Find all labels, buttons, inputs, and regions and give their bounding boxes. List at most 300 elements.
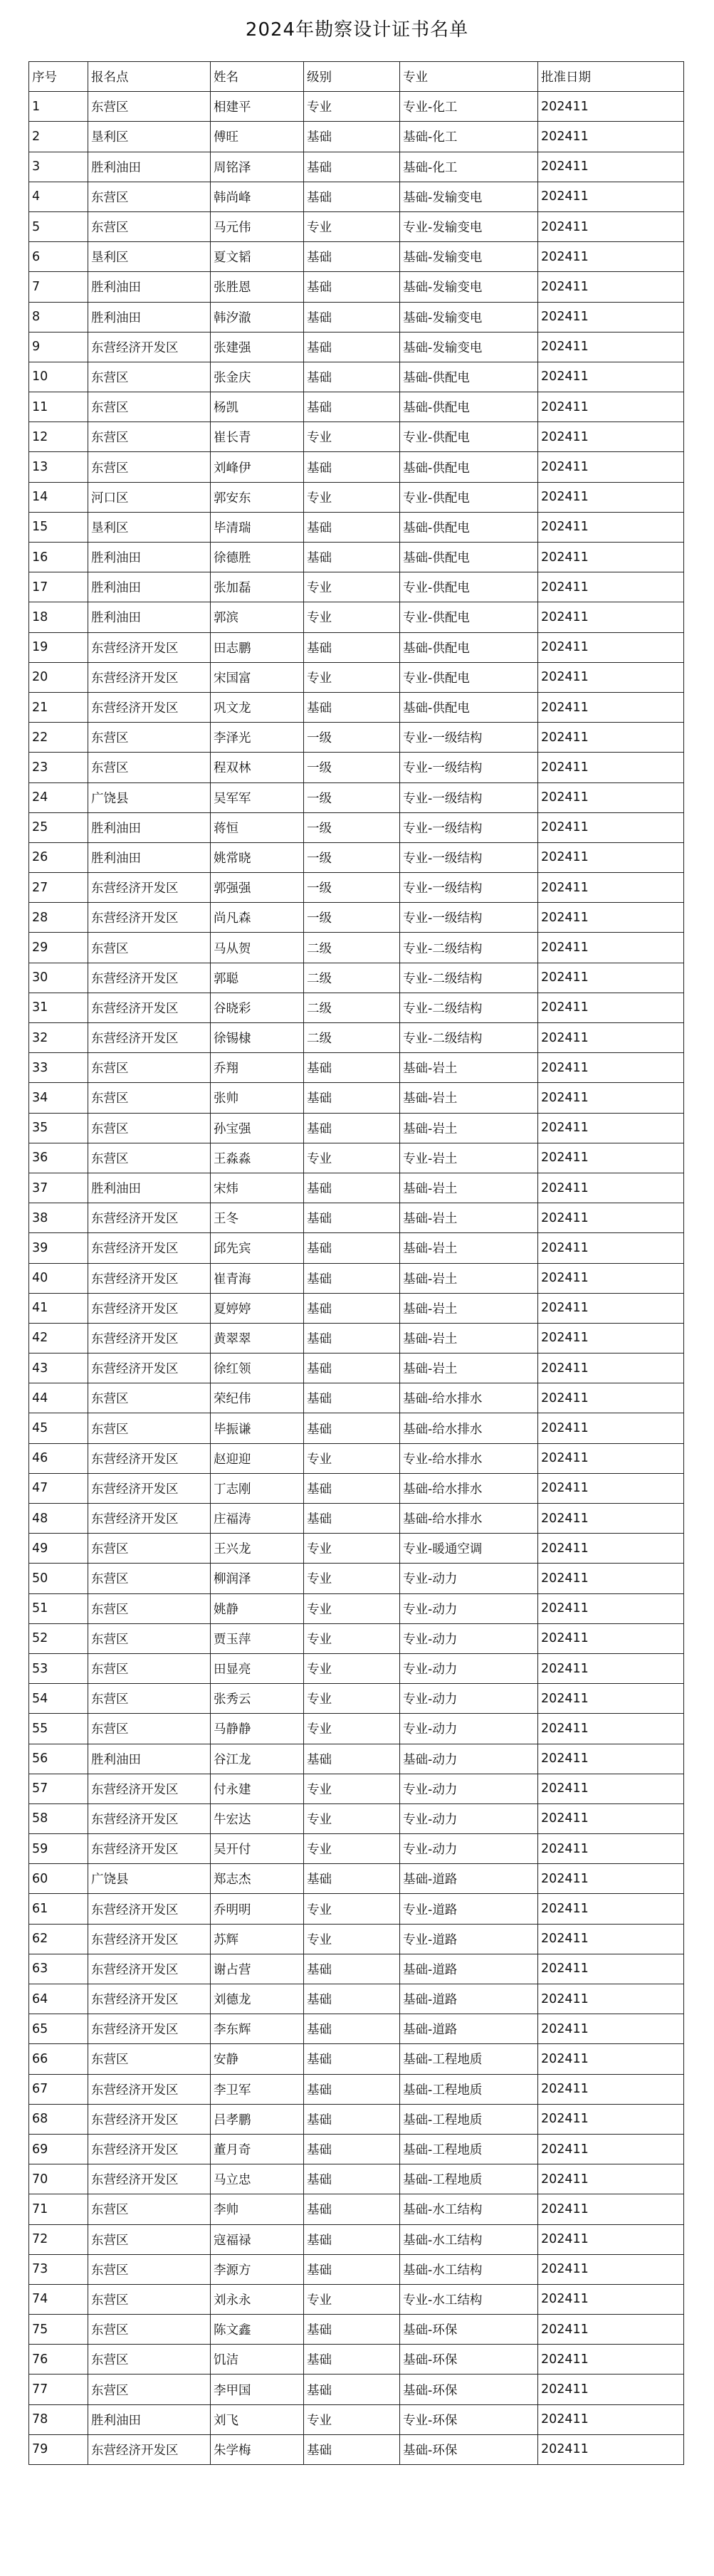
cell-location: 东营经济开发区 — [88, 1023, 211, 1053]
cell-date: 202411 — [538, 1023, 684, 1053]
cell-date: 202411 — [538, 632, 684, 662]
cell-date: 202411 — [538, 152, 684, 182]
cell-major: 专业-动力 — [400, 1564, 538, 1593]
cell-major: 基础-发输变电 — [400, 272, 538, 302]
cell-major: 基础-供配电 — [400, 543, 538, 572]
cell-date: 202411 — [538, 782, 684, 812]
cell-level: 基础 — [304, 1323, 400, 1353]
cell-location: 东营经济开发区 — [88, 873, 211, 903]
cell-level: 专业 — [304, 1143, 400, 1173]
cell-seq: 7 — [29, 272, 88, 302]
cell-major: 专业-一级结构 — [400, 812, 538, 842]
cell-date: 202411 — [538, 1623, 684, 1653]
cell-date: 202411 — [538, 482, 684, 512]
table-row — [29, 812, 684, 842]
cell-major: 专业-道路 — [400, 1894, 538, 1924]
column-header-major: 专业 — [400, 62, 538, 92]
cell-date: 202411 — [538, 1203, 684, 1233]
cell-level: 基础 — [304, 182, 400, 211]
cell-name: 宋炜 — [211, 1173, 304, 1203]
cell-level: 专业 — [304, 1894, 400, 1924]
cell-level: 专业 — [304, 422, 400, 452]
table-row — [29, 1504, 684, 1534]
table-row — [29, 152, 684, 182]
cell-date: 202411 — [538, 422, 684, 452]
cell-date: 202411 — [538, 332, 684, 362]
table-row — [29, 753, 684, 782]
cell-major: 基础-岩土 — [400, 1173, 538, 1203]
cell-seq: 45 — [29, 1413, 88, 1443]
cell-location: 东营区 — [88, 753, 211, 782]
cell-level: 基础 — [304, 1413, 400, 1443]
cell-date: 202411 — [538, 662, 684, 692]
cell-major: 基础-环保 — [400, 2434, 538, 2464]
cell-seq: 30 — [29, 963, 88, 993]
cell-seq: 70 — [29, 2164, 88, 2194]
cell-level: 基础 — [304, 2254, 400, 2284]
cell-seq: 14 — [29, 482, 88, 512]
table-row — [29, 92, 684, 122]
cell-level: 基础 — [304, 122, 400, 152]
cell-date: 202411 — [538, 2044, 684, 2074]
cell-date: 202411 — [538, 2315, 684, 2345]
table-row — [29, 1623, 684, 1653]
cell-date: 202411 — [538, 993, 684, 1022]
cell-date: 202411 — [538, 1113, 684, 1143]
cell-seq: 29 — [29, 933, 88, 963]
table-row — [29, 2315, 684, 2345]
table-row — [29, 182, 684, 211]
cell-location: 东营经济开发区 — [88, 1774, 211, 1803]
cell-major: 基础-水工结构 — [400, 2224, 538, 2254]
cell-major: 基础-给水排水 — [400, 1383, 538, 1413]
cell-major: 专业-岩土 — [400, 1143, 538, 1173]
cell-major: 基础-道路 — [400, 2014, 538, 2044]
table-row — [29, 572, 684, 602]
cell-date: 202411 — [538, 302, 684, 332]
cell-major: 专业-二级结构 — [400, 963, 538, 993]
cell-date: 202411 — [538, 1413, 684, 1443]
cell-date: 202411 — [538, 1954, 684, 1984]
cell-seq: 71 — [29, 2194, 88, 2224]
cell-location: 东营区 — [88, 1143, 211, 1173]
cell-location: 东营经济开发区 — [88, 1203, 211, 1233]
cell-date: 202411 — [538, 272, 684, 302]
cell-location: 胜利油田 — [88, 602, 211, 632]
cell-name: 苏辉 — [211, 1924, 304, 1954]
cell-date: 202411 — [538, 873, 684, 903]
cell-name: 刘峰伊 — [211, 452, 304, 482]
cell-name: 柳润泽 — [211, 1564, 304, 1593]
cell-major: 基础-给水排水 — [400, 1473, 538, 1503]
cell-date: 202411 — [538, 1504, 684, 1534]
cell-level: 基础 — [304, 1053, 400, 1083]
cell-seq: 8 — [29, 302, 88, 332]
cell-location: 东营经济开发区 — [88, 692, 211, 722]
cell-major: 专业-动力 — [400, 1593, 538, 1623]
column-header-seq: 序号 — [29, 62, 88, 92]
cell-date: 202411 — [538, 512, 684, 542]
cell-seq: 23 — [29, 753, 88, 782]
cell-name: 姚静 — [211, 1593, 304, 1623]
table-row — [29, 993, 684, 1022]
cell-date: 202411 — [538, 2345, 684, 2375]
cell-seq: 24 — [29, 782, 88, 812]
cell-name: 荣纪伟 — [211, 1383, 304, 1413]
cell-location: 胜利油田 — [88, 572, 211, 602]
table-row — [29, 2074, 684, 2104]
cell-seq: 35 — [29, 1113, 88, 1143]
table-row — [29, 632, 684, 662]
table-row — [29, 1924, 684, 1954]
cell-location: 东营区 — [88, 1083, 211, 1113]
table-row — [29, 2284, 684, 2314]
cell-location: 东营区 — [88, 2194, 211, 2224]
cell-level: 一级 — [304, 873, 400, 903]
cell-date: 202411 — [538, 1894, 684, 1924]
cell-seq: 55 — [29, 1714, 88, 1744]
cell-date: 202411 — [538, 753, 684, 782]
cell-major: 专业-一级结构 — [400, 842, 538, 872]
cell-major: 专业-一级结构 — [400, 782, 538, 812]
cell-level: 专业 — [304, 1714, 400, 1744]
column-header-date: 批准日期 — [538, 62, 684, 92]
cell-major: 专业-供配电 — [400, 482, 538, 512]
cell-date: 202411 — [538, 1443, 684, 1473]
cell-seq: 33 — [29, 1053, 88, 1083]
cell-major: 基础-岩土 — [400, 1293, 538, 1323]
table-row — [29, 1143, 684, 1173]
table-row — [29, 1714, 684, 1744]
cell-seq: 47 — [29, 1473, 88, 1503]
cell-seq: 17 — [29, 572, 88, 602]
table-row — [29, 1383, 684, 1413]
cell-name: 刘德龙 — [211, 1984, 304, 2014]
table-row — [29, 2134, 684, 2164]
cell-level: 基础 — [304, 2375, 400, 2404]
cell-date: 202411 — [538, 1383, 684, 1413]
cell-name: 张帅 — [211, 1083, 304, 1113]
cell-major: 基础-道路 — [400, 1954, 538, 1984]
table-row — [29, 1263, 684, 1293]
cell-seq: 25 — [29, 812, 88, 842]
table-row — [29, 1473, 684, 1503]
cell-major: 专业-动力 — [400, 1684, 538, 1714]
table-row — [29, 2164, 684, 2194]
cell-date: 202411 — [538, 2074, 684, 2104]
cell-name: 张建强 — [211, 332, 304, 362]
cell-major: 专业-一级结构 — [400, 723, 538, 753]
cell-name: 张金庆 — [211, 362, 304, 392]
table-row — [29, 1023, 684, 1053]
cell-location: 东营经济开发区 — [88, 963, 211, 993]
cell-level: 一级 — [304, 842, 400, 872]
cell-name: 周铭泽 — [211, 152, 304, 182]
cell-date: 202411 — [538, 602, 684, 632]
cell-name: 郭安东 — [211, 482, 304, 512]
cell-level: 二级 — [304, 963, 400, 993]
cell-name: 毕振谦 — [211, 1413, 304, 1443]
cell-major: 基础-水工结构 — [400, 2254, 538, 2284]
cell-level: 一级 — [304, 723, 400, 753]
cell-seq: 3 — [29, 152, 88, 182]
cell-location: 胜利油田 — [88, 152, 211, 182]
cell-location: 东营区 — [88, 182, 211, 211]
cell-major: 专业-二级结构 — [400, 993, 538, 1022]
cell-location: 东营经济开发区 — [88, 1323, 211, 1353]
cell-level: 专业 — [304, 1924, 400, 1954]
cell-location: 垦利区 — [88, 512, 211, 542]
cell-location: 东营经济开发区 — [88, 332, 211, 362]
cell-major: 基础-化工 — [400, 152, 538, 182]
cell-level: 基础 — [304, 242, 400, 272]
column-header-level: 级别 — [304, 62, 400, 92]
cell-level: 基础 — [304, 1263, 400, 1293]
table-row — [29, 2194, 684, 2224]
table-row — [29, 392, 684, 422]
cell-location: 广饶县 — [88, 782, 211, 812]
cell-seq: 79 — [29, 2434, 88, 2464]
cell-location: 东营区 — [88, 1383, 211, 1413]
cell-level: 基础 — [304, 1383, 400, 1413]
cell-date: 202411 — [538, 1534, 684, 1564]
column-header-location: 报名点 — [88, 62, 211, 92]
cell-level: 专业 — [304, 1834, 400, 1864]
cell-name: 姚常晓 — [211, 842, 304, 872]
cell-date: 202411 — [538, 1053, 684, 1083]
cell-level: 基础 — [304, 1864, 400, 1894]
cell-major: 基础-给水排水 — [400, 1413, 538, 1443]
cell-name: 牛宏达 — [211, 1803, 304, 1833]
cell-name: 乔明明 — [211, 1894, 304, 1924]
cell-date: 202411 — [538, 92, 684, 122]
cell-level: 专业 — [304, 1593, 400, 1623]
cell-level: 专业 — [304, 1653, 400, 1683]
cell-name: 马元伟 — [211, 211, 304, 241]
cell-date: 202411 — [538, 1564, 684, 1593]
cell-date: 202411 — [538, 1083, 684, 1113]
cell-date: 202411 — [538, 2224, 684, 2254]
cell-level: 专业 — [304, 1774, 400, 1803]
cell-level: 专业 — [304, 482, 400, 512]
table-row — [29, 1593, 684, 1623]
cell-level: 基础 — [304, 272, 400, 302]
cell-name: 夏文韬 — [211, 242, 304, 272]
cell-seq: 16 — [29, 543, 88, 572]
table-row — [29, 1173, 684, 1203]
table-row — [29, 1354, 684, 1383]
cell-seq: 22 — [29, 723, 88, 753]
cell-level: 基础 — [304, 1954, 400, 1984]
cell-seq: 52 — [29, 1623, 88, 1653]
cell-major: 专业-发输变电 — [400, 211, 538, 241]
cell-name: 吕孝鹏 — [211, 2104, 304, 2134]
cell-seq: 18 — [29, 602, 88, 632]
cell-location: 东营区 — [88, 422, 211, 452]
cell-name: 乔翔 — [211, 1053, 304, 1083]
cell-major: 基础-供配电 — [400, 512, 538, 542]
table-row — [29, 482, 684, 512]
cell-level: 一级 — [304, 753, 400, 782]
cell-name: 李帅 — [211, 2194, 304, 2224]
cell-major: 基础-环保 — [400, 2315, 538, 2345]
cell-location: 东营经济开发区 — [88, 632, 211, 662]
cell-location: 胜利油田 — [88, 543, 211, 572]
cell-location: 胜利油田 — [88, 302, 211, 332]
cell-level: 基础 — [304, 452, 400, 482]
cell-seq: 37 — [29, 1173, 88, 1203]
table-row — [29, 242, 684, 272]
cell-seq: 28 — [29, 903, 88, 933]
cell-name: 徐红领 — [211, 1354, 304, 1383]
cell-date: 202411 — [538, 1924, 684, 1954]
cell-location: 东营区 — [88, 1413, 211, 1443]
cell-name: 邱先宾 — [211, 1233, 304, 1263]
cell-name: 李泽光 — [211, 723, 304, 753]
cell-level: 基础 — [304, 302, 400, 332]
cell-date: 202411 — [538, 1684, 684, 1714]
cell-level: 基础 — [304, 543, 400, 572]
cell-seq: 78 — [29, 2404, 88, 2434]
cell-level: 基础 — [304, 1984, 400, 2014]
cell-location: 东营区 — [88, 211, 211, 241]
cell-name: 吴开付 — [211, 1834, 304, 1864]
cell-date: 202411 — [538, 543, 684, 572]
cell-seq: 61 — [29, 1894, 88, 1924]
cell-location: 东营区 — [88, 1113, 211, 1143]
cell-major: 基础-环保 — [400, 2345, 538, 2375]
cell-date: 202411 — [538, 1293, 684, 1323]
cell-level: 专业 — [304, 662, 400, 692]
cell-level: 基础 — [304, 2194, 400, 2224]
cell-location: 东营区 — [88, 92, 211, 122]
cell-seq: 66 — [29, 2044, 88, 2074]
cell-name: 李甲国 — [211, 2375, 304, 2404]
cell-major: 基础-岩土 — [400, 1354, 538, 1383]
cell-date: 202411 — [538, 812, 684, 842]
cell-date: 202411 — [538, 452, 684, 482]
cell-location: 胜利油田 — [88, 2404, 211, 2434]
table-row — [29, 692, 684, 722]
cell-location: 东营区 — [88, 1564, 211, 1593]
cell-date: 202411 — [538, 1354, 684, 1383]
certificate-table — [28, 61, 684, 2465]
table-row — [29, 1083, 684, 1113]
cell-level: 专业 — [304, 1443, 400, 1473]
cell-name: 寇福禄 — [211, 2224, 304, 2254]
cell-name: 王淼淼 — [211, 1143, 304, 1173]
cell-location: 东营经济开发区 — [88, 1293, 211, 1323]
column-header-name: 姓名 — [211, 62, 304, 92]
cell-location: 东营区 — [88, 2375, 211, 2404]
cell-location: 东营区 — [88, 1534, 211, 1564]
cell-level: 一级 — [304, 903, 400, 933]
cell-seq: 63 — [29, 1954, 88, 1984]
cell-location: 东营经济开发区 — [88, 2074, 211, 2104]
cell-date: 202411 — [538, 2164, 684, 2194]
cell-level: 基础 — [304, 2164, 400, 2194]
table-row — [29, 2044, 684, 2074]
table-row — [29, 302, 684, 332]
cell-seq: 20 — [29, 662, 88, 692]
cell-name: 郭聪 — [211, 963, 304, 993]
cell-name: 蒋恒 — [211, 812, 304, 842]
cell-date: 202411 — [538, 2194, 684, 2224]
table-row — [29, 272, 684, 302]
cell-seq: 73 — [29, 2254, 88, 2284]
cell-level: 专业 — [304, 1623, 400, 1653]
cell-name: 毕清瑞 — [211, 512, 304, 542]
cell-major: 专业-动力 — [400, 1774, 538, 1803]
cell-name: 程双林 — [211, 753, 304, 782]
cell-name: 郑志杰 — [211, 1864, 304, 1894]
cell-level: 基础 — [304, 2224, 400, 2254]
cell-seq: 5 — [29, 211, 88, 241]
cell-level: 专业 — [304, 602, 400, 632]
cell-seq: 75 — [29, 2315, 88, 2345]
cell-location: 东营区 — [88, 362, 211, 392]
cell-seq: 72 — [29, 2224, 88, 2254]
cell-date: 202411 — [538, 392, 684, 422]
table-row — [29, 933, 684, 963]
cell-major: 基础-供配电 — [400, 452, 538, 482]
cell-location: 东营区 — [88, 452, 211, 482]
cell-name: 贾玉萍 — [211, 1623, 304, 1653]
cell-date: 202411 — [538, 1263, 684, 1293]
table-row — [29, 122, 684, 152]
cell-name: 付永建 — [211, 1774, 304, 1803]
cell-name: 王冬 — [211, 1203, 304, 1233]
cell-location: 东营区 — [88, 1684, 211, 1714]
cell-level: 基础 — [304, 1233, 400, 1263]
table-row — [29, 1413, 684, 1443]
cell-date: 202411 — [538, 1653, 684, 1683]
cell-seq: 68 — [29, 2104, 88, 2134]
cell-location: 东营区 — [88, 1593, 211, 1623]
cell-level: 基础 — [304, 1354, 400, 1383]
cell-major: 基础-道路 — [400, 1984, 538, 2014]
cell-location: 东营经济开发区 — [88, 2434, 211, 2464]
cell-name: 杨凯 — [211, 392, 304, 422]
table-row — [29, 842, 684, 872]
table-row — [29, 1233, 684, 1263]
cell-name: 吴军军 — [211, 782, 304, 812]
cell-location: 河口区 — [88, 482, 211, 512]
cell-level: 基础 — [304, 1173, 400, 1203]
cell-seq: 77 — [29, 2375, 88, 2404]
cell-major: 基础-给水排水 — [400, 1504, 538, 1534]
cell-seq: 39 — [29, 1233, 88, 1263]
cell-date: 202411 — [538, 362, 684, 392]
cell-date: 202411 — [538, 842, 684, 872]
cell-seq: 13 — [29, 452, 88, 482]
cell-seq: 49 — [29, 1534, 88, 1564]
table-body — [29, 92, 684, 2465]
cell-major: 基础-工程地质 — [400, 2134, 538, 2164]
cell-location: 东营经济开发区 — [88, 1504, 211, 1534]
table-row — [29, 1203, 684, 1233]
cell-major: 基础-道路 — [400, 1864, 538, 1894]
cell-level: 基础 — [304, 332, 400, 362]
cell-date: 202411 — [538, 1714, 684, 1744]
table-row — [29, 723, 684, 753]
cell-seq: 58 — [29, 1803, 88, 1833]
cell-seq: 64 — [29, 1984, 88, 2014]
table-row — [29, 1684, 684, 1714]
cell-location: 东营区 — [88, 1653, 211, 1683]
cell-major: 基础-供配电 — [400, 392, 538, 422]
cell-seq: 31 — [29, 993, 88, 1022]
